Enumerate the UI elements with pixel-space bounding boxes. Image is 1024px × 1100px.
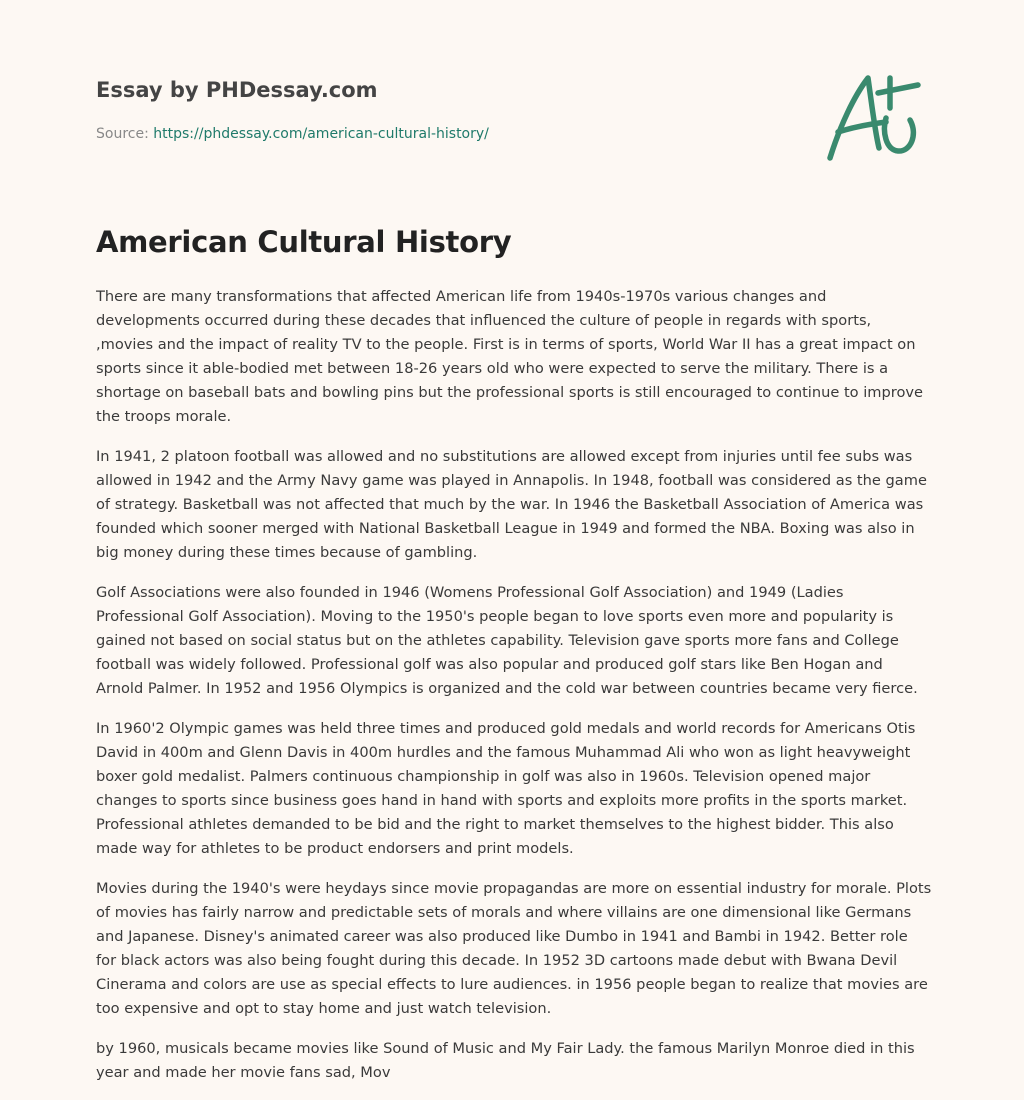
essay-header — [96, 76, 716, 144]
essay-paragraph: In 1941, 2 platoon football was allowed and no substitutions are allowed except from injuries until fee subs was allowed in 1942 and the Army Navy game was played in Annapolis. In 1948, football was considered as the game of strategy. Basketball was not affected that much by the war. In 1946 the Basketball Association of America was founded which sooner merged with National Basketball League in 1949 and formed the NBA. Boxing was also in big money during these times because of gambling. — [96, 448, 927, 561]
essay-paragraph: by 1960, musicals became movies like Sound of Music and My Fair Lady. the famous Marilyn Monroe died in this year and made her movie fans sad, Mov — [96, 1040, 915, 1081]
essay-paragraph: There are many transformations that affected American life from 1940s-1970s various changes and developments occurred during these decades that influenced the culture of people in regards with sports, ,movies and the impact of reality TV to the people. First is in terms of sports, World War II has a great impact on sports since it able-bodied met between 18-26 years old who were expected to serve the military. There is a shortage on baseball bats and bowling pins but the professional sports is still encouraged to continue to improve the troops morale. — [96, 288, 924, 425]
source-label: Source: — [96, 126, 149, 142]
site-brand: Essay by PHDessay.com — [96, 78, 378, 102]
essay-body — [96, 285, 932, 1095]
a-plus-icon — [818, 66, 930, 166]
source-link[interactable]: https://phdessay.com/american-cultural-history/ — [153, 126, 489, 142]
essay-title: American Cultural History — [96, 225, 512, 259]
essay-paragraph: In 1960'2 Olympic games was held three times and produced gold medals and world records for Americans Otis David in 400m and Glenn Davis in 400m hurdles and the famous Muhammad Ali who won as light heavyweight boxer gold medalist. Palmers continuous championship in golf was also in 1960s. Television opened major changes to sports since business goes hand in hand with sports and exploits more profits in the sports market. Professional athletes demanded to be bid and the right to market themselves to the highest bidder. This also made way for athletes to be product endorsers and print models. — [96, 720, 916, 857]
essay-paragraph: Golf Associations were also founded in 1946 (Womens Professional Golf Association) and 1949 (Ladies Professional Golf Association). Moving to the 1950's people began to love sports even more and popularity is gained not based on social status but on the athletes capability. Television gave sports more fans and College football was widely followed. Professional golf was also popular and produced golf stars like Ben Hogan and Arnold Palmer. In 1952 and 1956 Olympics is organized and the cold war between countries became very fierce. — [96, 584, 918, 697]
source-line — [96, 124, 716, 144]
essay-paragraph: Movies during the 1940's were heydays since movie propagandas are more on essential industry for morale. Plots of movies has fairly narrow and predictable sets of morals and where villains are one dimensional like Germans and Japanese. Disney's animated career was also produced like Dumbo in 1941 and Bambi in 1942. Better role for black actors was also being fought during this decade. In 1952 3D cartoons made debut with Bwana Devil Cinerama and colors are use as special effects to lure audiences. in 1956 people began to realize that movies are too expensive and opt to stay home and just watch television. — [96, 880, 932, 1017]
